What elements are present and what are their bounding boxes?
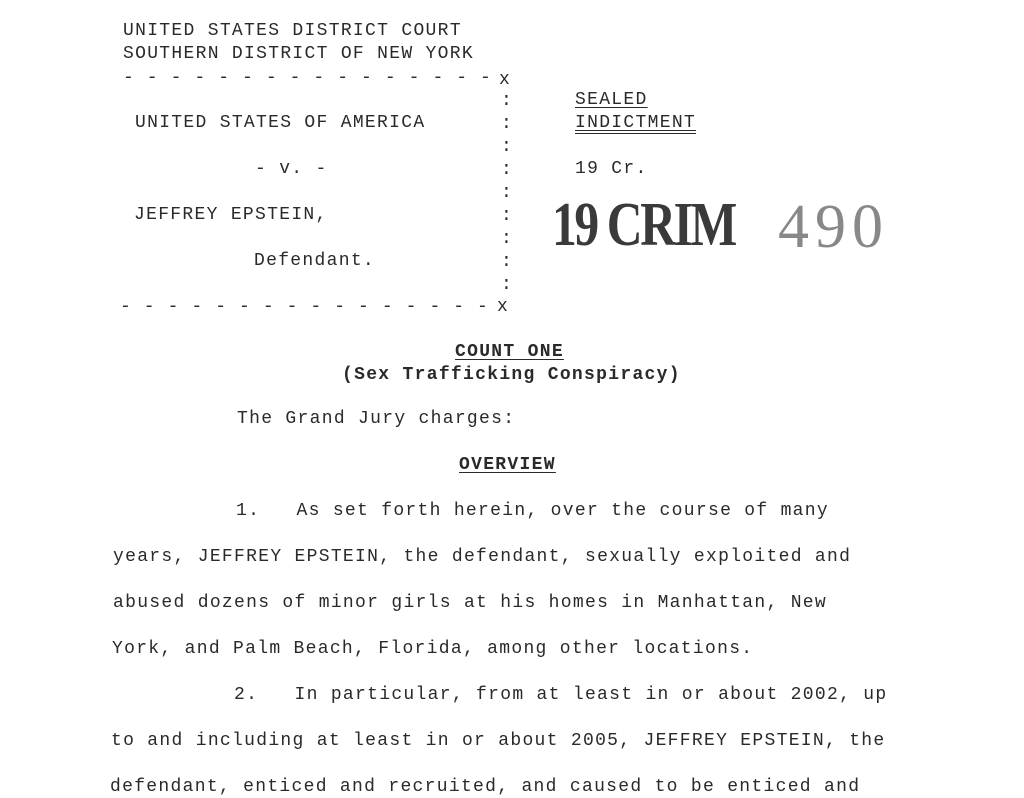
caption-x-top: x [499,70,512,90]
caption-colon: : [501,183,514,203]
body-line: years, JEFFREY EPSTEIN, the defendant, sexually exploited and [113,547,852,567]
plaintiff-name: UNITED STATES OF AMERICA [135,113,426,133]
caption-colon: : [501,160,514,180]
case-number-stamp: 19 CRIM [552,191,735,259]
caption-colon: : [501,137,514,157]
grand-jury-intro: The Grand Jury charges: [237,409,516,429]
indictment-label: INDICTMENT [575,113,697,133]
body-line: defendant, enticed and recruited, and caused to be enticed and [110,777,861,797]
body-line: abused dozens of minor girls at his homes in Manhattan, New [113,593,828,613]
versus-label: - v. - [255,159,328,179]
sealed-label: SEALED [575,90,648,110]
body-line: to and including at least in or about 2005, JEFFREY EPSTEIN, the [111,731,886,751]
caption-x-bottom: x [497,297,510,317]
caption-colon: : [501,91,514,111]
section-heading: OVERVIEW [459,455,556,475]
count-subtitle: (Sex Trafficking Conspiracy) [342,365,681,385]
count-title: COUNT ONE [455,342,564,362]
caption-colon: : [501,114,514,134]
body-line: 2. In particular, from at least in or about 2002, up [234,685,888,705]
caption-colon: : [501,206,514,226]
caption-divider-bottom: - - - - - - - - - - - - - - - - [120,297,489,317]
caption-colon: : [501,229,514,249]
body-line: York, and Palm Beach, Florida, among other locations. [112,639,754,659]
caption-divider-top: - - - - - - - - - - - - - - - - [123,68,492,88]
case-number-stamp-digits: 490 [778,193,889,261]
body-line: 1. As set forth herein, over the course of many [236,501,829,521]
caption-colon: : [501,275,514,295]
case-prefix: 19 Cr. [575,159,648,179]
defendant-name: JEFFREY EPSTEIN, [134,205,328,225]
caption-colon: : [501,252,514,272]
defendant-label: Defendant. [254,251,376,271]
court-name-line1: UNITED STATES DISTRICT COURT [123,21,462,41]
court-name-line2: SOUTHERN DISTRICT OF NEW YORK [123,44,474,64]
